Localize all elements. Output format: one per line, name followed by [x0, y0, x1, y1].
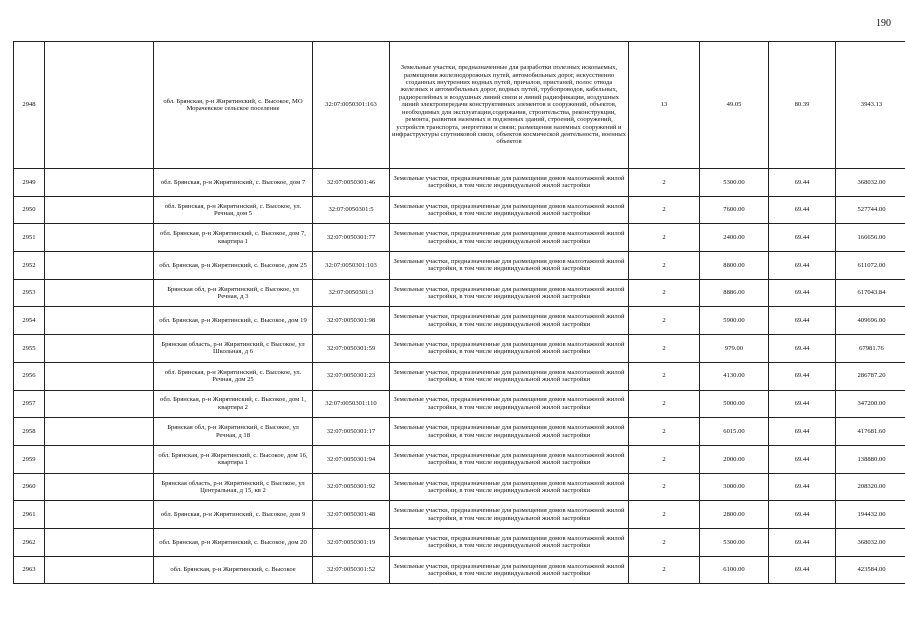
cadastral-number-cell: 32:07:0050301:23 — [313, 362, 390, 390]
table-row — [14, 418, 905, 446]
cadastral-number-cell: 32:07:0050301:46 — [313, 169, 390, 197]
rate-cell: 80.39 — [769, 42, 836, 169]
cadastral-value-cell: 368032.00 — [836, 169, 905, 197]
blank-cell — [45, 169, 154, 197]
rate-cell: 69.44 — [769, 501, 836, 529]
table-row — [14, 528, 905, 556]
cadastral-value-cell: 347200.00 — [836, 390, 905, 418]
use-group-cell: 2 — [629, 445, 700, 473]
address-cell: обл. Брянская, р-н Жирятинский, с. Высокое, дом 7 — [154, 169, 313, 197]
land-use-cell: Земельные участки, предназначенные для размещения домов малоэтажной жилой застройки, в том числе индивидуальной жилой застройки — [390, 224, 629, 252]
blank-cell — [45, 501, 154, 529]
area-cell: 3000.00 — [700, 473, 769, 501]
land-use-cell: Земельные участки, предназначенные для размещения домов малоэтажной жилой застройки, в том числе индивидуальной жилой застройки — [390, 445, 629, 473]
blank-cell — [45, 196, 154, 224]
rate-cell: 69.44 — [769, 473, 836, 501]
table-row — [14, 473, 905, 501]
use-group-cell: 2 — [629, 362, 700, 390]
rate-cell: 69.44 — [769, 556, 836, 584]
rate-cell: 69.44 — [769, 362, 836, 390]
area-cell: 5000.00 — [700, 390, 769, 418]
row-number: 2954 — [14, 307, 45, 335]
rate-cell: 69.44 — [769, 224, 836, 252]
address-cell: обл. Брянская, р-н Жирятинский, с. Высокое, дом 19 — [154, 307, 313, 335]
rate-cell: 69.44 — [769, 445, 836, 473]
rate-cell: 69.44 — [769, 252, 836, 280]
cadastral-number-cell: 32:07:0050301:19 — [313, 528, 390, 556]
table-row — [14, 501, 905, 529]
rate-cell: 69.44 — [769, 169, 836, 197]
page-number: 190 — [876, 18, 891, 29]
row-number: 2953 — [14, 279, 45, 307]
area-cell: 2800.00 — [700, 501, 769, 529]
cadastral-number-cell: 32:07:0050301:110 — [313, 390, 390, 418]
cadastral-value-cell: 208320.00 — [836, 473, 905, 501]
land-use-cell: Земельные участки, предназначенные для размещения домов малоэтажной жилой застройки, в том числе индивидуальной жилой застройки — [390, 307, 629, 335]
table-row — [14, 556, 905, 584]
cadastral-number-cell: 32:07:0050301:52 — [313, 556, 390, 584]
row-number: 2960 — [14, 473, 45, 501]
cadastral-number-cell: 32:07:0050301:48 — [313, 501, 390, 529]
use-group-cell: 2 — [629, 335, 700, 363]
land-use-cell: Земельные участки, предназначенные для размещения домов малоэтажной жилой застройки, в том числе индивидуальной жилой застройки — [390, 528, 629, 556]
address-cell: обл. Брянская, р-н Жирятинский, с. Высокое, МО Морачевское сельское поселение — [154, 42, 313, 169]
row-number: 2949 — [14, 169, 45, 197]
cadastral-number-cell: 32:07:0050301:92 — [313, 473, 390, 501]
area-cell: 7600.00 — [700, 196, 769, 224]
cadastral-value-cell: 409696.00 — [836, 307, 905, 335]
land-use-cell: Земельные участки, предназначенные для размещения домов малоэтажной жилой застройки, в том числе индивидуальной жилой застройки — [390, 252, 629, 280]
use-group-cell: 2 — [629, 307, 700, 335]
blank-cell — [45, 528, 154, 556]
use-group-cell: 2 — [629, 252, 700, 280]
use-group-cell: 2 — [629, 501, 700, 529]
area-cell: 6100.00 — [700, 556, 769, 584]
address-cell: обл. Брянская, р-н Жирятинский, с. Высокое, дом 16, квартира 1 — [154, 445, 313, 473]
table-row — [14, 196, 905, 224]
land-use-cell: Земельные участки, предназначенные для разработки полезных ископаемых, размещения железнодорожных путей, автомобильных дорог, искусственно созданных внутренних водных путей, причалов, пристаней, полос отвода железных и автомобильных дорог, водных путей, трубопроводов, кабельных, радиорелейных и воздушных линий связи и линий радиофикации, воздушных линий электропередачи конструктивных элементов и сооружений, объектов, необходимых для эксплуатации,содержания, строительства, реконструкции, ремонта, развития наземных и подземных зданий, строений, сооружений, устройств транспорта, энергетики и связи; размещения наземных сооружений и инфраструктуры спутниковой связи, объектов космической деятельности, военных объектов — [390, 42, 629, 169]
row-number: 2952 — [14, 252, 45, 280]
use-group-cell: 2 — [629, 390, 700, 418]
cadastral-value-cell: 67981.76 — [836, 335, 905, 363]
table-row — [14, 224, 905, 252]
blank-cell — [45, 445, 154, 473]
address-cell: обл. Брянская, р-н Жирятинский, с. Высокое, дом 9 — [154, 501, 313, 529]
use-group-cell: 2 — [629, 418, 700, 446]
cadastral-number-cell: 32:07:0050301:59 — [313, 335, 390, 363]
address-cell: обл. Брянская, р-н Жирятинский, с. Высокое, ул. Речная, дом 5 — [154, 196, 313, 224]
table-row — [14, 307, 905, 335]
row-number: 2955 — [14, 335, 45, 363]
cadastral-number-cell: 32:07:0050301:163 — [313, 42, 390, 169]
cadastral-number-cell: 32:07:0050301:94 — [313, 445, 390, 473]
use-group-cell: 2 — [629, 224, 700, 252]
table-row — [14, 42, 905, 169]
land-use-cell: Земельные участки, предназначенные для размещения домов малоэтажной жилой застройки, в том числе индивидуальной жилой застройки — [390, 501, 629, 529]
table-row — [14, 335, 905, 363]
rate-cell: 69.44 — [769, 196, 836, 224]
area-cell: 49.05 — [700, 42, 769, 169]
cadastral-number-cell: 32:07:0050301:3 — [313, 279, 390, 307]
cadastral-number-cell: 32:07:0050301:17 — [313, 418, 390, 446]
area-cell: 8886.00 — [700, 279, 769, 307]
cadastral-value-cell: 611072.00 — [836, 252, 905, 280]
address-cell: Брянская обл, р-н Жирятинский, с Высокое, ул Речная, д 3 — [154, 279, 313, 307]
table-row — [14, 279, 905, 307]
row-number: 2948 — [14, 42, 45, 169]
land-use-cell: Земельные участки, предназначенные для размещения домов малоэтажной жилой застройки, в том числе индивидуальной жилой застройки — [390, 390, 629, 418]
row-number: 2959 — [14, 445, 45, 473]
address-cell: обл. Брянская, р-н Жирятинский, с. Высокое — [154, 556, 313, 584]
land-use-cell: Земельные участки, предназначенные для размещения домов малоэтажной жилой застройки, в том числе индивидуальной жилой застройки — [390, 362, 629, 390]
use-group-cell: 13 — [629, 42, 700, 169]
area-cell: 2400.00 — [700, 224, 769, 252]
address-cell: Брянская обл, р-н Жирятинский, с Высокое, ул Речная, д 18 — [154, 418, 313, 446]
blank-cell — [45, 279, 154, 307]
row-number: 2961 — [14, 501, 45, 529]
cadastral-value-cell: 138880.00 — [836, 445, 905, 473]
row-number: 2951 — [14, 224, 45, 252]
cadastral-value-cell: 3943.13 — [836, 42, 905, 169]
cadastral-value-cell: 368032.00 — [836, 528, 905, 556]
area-cell: 5300.00 — [700, 528, 769, 556]
rate-cell: 69.44 — [769, 279, 836, 307]
use-group-cell: 2 — [629, 196, 700, 224]
blank-cell — [45, 224, 154, 252]
use-group-cell: 2 — [629, 169, 700, 197]
use-group-cell: 2 — [629, 528, 700, 556]
area-cell: 6015.00 — [700, 418, 769, 446]
cadastral-value-cell: 527744.00 — [836, 196, 905, 224]
address-cell: обл. Брянская, р-н Жирятинский, с. Высокое, дом 20 — [154, 528, 313, 556]
land-use-cell: Земельные участки, предназначенные для размещения домов малоэтажной жилой застройки, в том числе индивидуальной жилой застройки — [390, 169, 629, 197]
blank-cell — [45, 252, 154, 280]
blank-cell — [45, 335, 154, 363]
area-cell: 2000.00 — [700, 445, 769, 473]
row-number: 2957 — [14, 390, 45, 418]
cadastral-number-cell: 32:07:0050301:98 — [313, 307, 390, 335]
rate-cell: 69.44 — [769, 418, 836, 446]
address-cell: обл. Брянская, р-н Жирятинский, с. Высокое, дом 1, квартира 2 — [154, 390, 313, 418]
land-registry-table — [13, 41, 905, 584]
cadastral-value-cell: 194432.00 — [836, 501, 905, 529]
area-cell: 5300.00 — [700, 169, 769, 197]
table-row — [14, 445, 905, 473]
land-use-cell: Земельные участки, предназначенные для размещения домов малоэтажной жилой застройки, в том числе индивидуальной жилой застройки — [390, 196, 629, 224]
cadastral-value-cell: 166656.00 — [836, 224, 905, 252]
table-row — [14, 169, 905, 197]
address-cell: Брянская область, р-н Жирятинский, с Высокое, ул Школьная, д 6 — [154, 335, 313, 363]
row-number: 2962 — [14, 528, 45, 556]
table-row — [14, 252, 905, 280]
land-use-cell: Земельные участки, предназначенные для размещения домов малоэтажной жилой застройки, в том числе индивидуальной жилой застройки — [390, 335, 629, 363]
cadastral-number-cell: 32:07:0050301:5 — [313, 196, 390, 224]
area-cell: 8800.00 — [700, 252, 769, 280]
rate-cell: 69.44 — [769, 335, 836, 363]
area-cell: 4130.00 — [700, 362, 769, 390]
row-number: 2950 — [14, 196, 45, 224]
table-row — [14, 390, 905, 418]
cadastral-value-cell: 617043.84 — [836, 279, 905, 307]
cadastral-value-cell: 417681.60 — [836, 418, 905, 446]
blank-cell — [45, 418, 154, 446]
blank-cell — [45, 362, 154, 390]
cadastral-number-cell: 32:07:0050301:77 — [313, 224, 390, 252]
row-number: 2956 — [14, 362, 45, 390]
address-cell: обл. Брянская, р-н Жирятинский, с. Высокое, дом 7, квартира 1 — [154, 224, 313, 252]
blank-cell — [45, 390, 154, 418]
use-group-cell: 2 — [629, 473, 700, 501]
land-use-cell: Земельные участки, предназначенные для размещения домов малоэтажной жилой застройки, в том числе индивидуальной жилой застройки — [390, 556, 629, 584]
rate-cell: 69.44 — [769, 307, 836, 335]
address-cell: обл. Брянская, р-н Жирятинский, с. Высокое, ул. Речная, дом 25 — [154, 362, 313, 390]
blank-cell — [45, 307, 154, 335]
cadastral-value-cell: 286787.20 — [836, 362, 905, 390]
address-cell: Брянская область, р-н Жирятинский, с Высокое, ул Центральная, д 15, кв 2 — [154, 473, 313, 501]
cadastral-value-cell: 423584.00 — [836, 556, 905, 584]
blank-cell — [45, 42, 154, 169]
area-cell: 5900.00 — [700, 307, 769, 335]
registry-body — [14, 42, 905, 584]
blank-cell — [45, 473, 154, 501]
area-cell: 979.00 — [700, 335, 769, 363]
land-use-cell: Земельные участки, предназначенные для размещения домов малоэтажной жилой застройки, в том числе индивидуальной жилой застройки — [390, 279, 629, 307]
row-number: 2958 — [14, 418, 45, 446]
rate-cell: 69.44 — [769, 390, 836, 418]
cadastral-number-cell: 32:07:0050301:103 — [313, 252, 390, 280]
blank-cell — [45, 556, 154, 584]
use-group-cell: 2 — [629, 556, 700, 584]
land-use-cell: Земельные участки, предназначенные для размещения домов малоэтажной жилой застройки, в том числе индивидуальной жилой застройки — [390, 418, 629, 446]
land-use-cell: Земельные участки, предназначенные для размещения домов малоэтажной жилой застройки, в том числе индивидуальной жилой застройки — [390, 473, 629, 501]
rate-cell: 69.44 — [769, 528, 836, 556]
use-group-cell: 2 — [629, 279, 700, 307]
table-row — [14, 362, 905, 390]
address-cell: обл. Брянская, р-н Жирятинский, с. Высокое, дом 25 — [154, 252, 313, 280]
row-number: 2963 — [14, 556, 45, 584]
